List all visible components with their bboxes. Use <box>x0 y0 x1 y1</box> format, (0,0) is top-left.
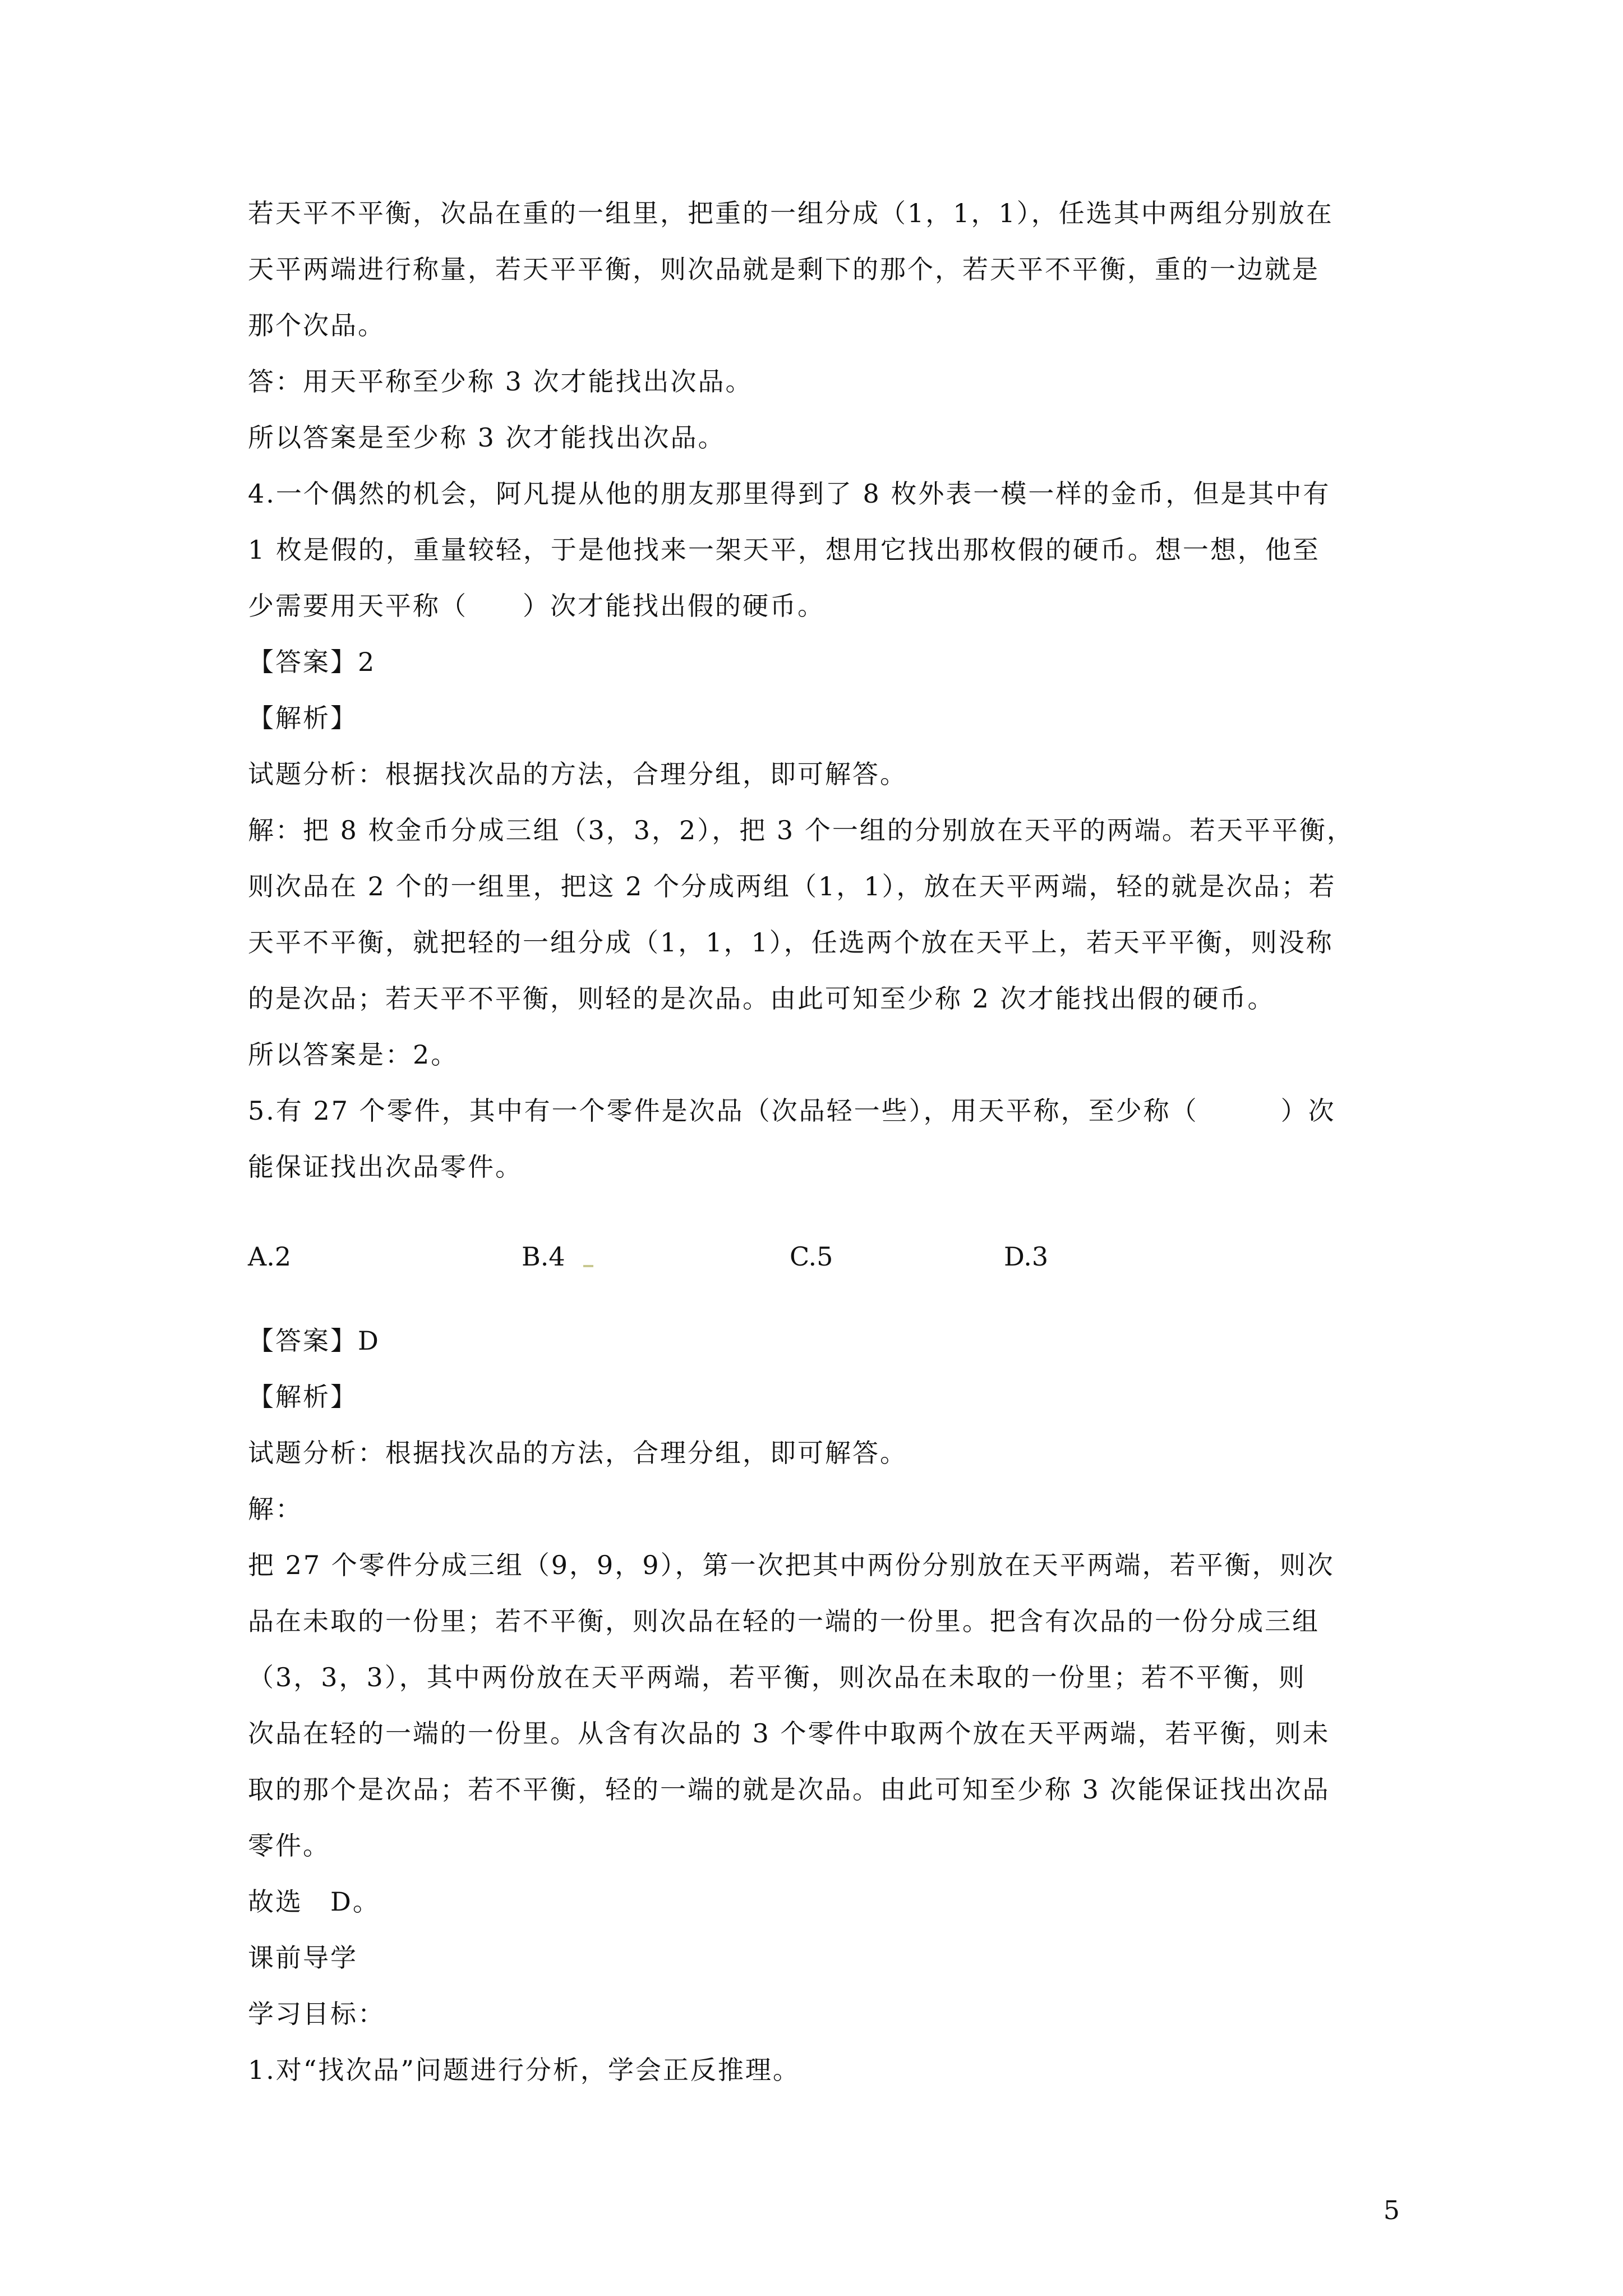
solution-line: 零件。 <box>248 1830 330 1861</box>
text-line: 故选 D。 <box>248 1887 380 1917</box>
page-number: 5 <box>1383 2195 1400 2225</box>
option-c: C.5 <box>790 1241 833 1272</box>
solution-line: （3，3，3），其中两份放在天平两端，若平衡，则次品在未取的一份里；若不平衡，则 <box>248 1662 1306 1692</box>
solution-line: 则次品在 2 个的一组里，把这 2 个分成两组（1，1），放在天平两端，轻的就是次品；若 <box>248 871 1336 901</box>
option-a: A.2 <box>248 1241 292 1272</box>
question-5-line: 5.有 27 个零件，其中有一个零件是次品（次品轻一些），用天平称，至少称（ ）次 <box>248 1096 1336 1126</box>
text-line: 学习目标： <box>248 1999 385 2029</box>
solution-line: 次品在轻的一端的一份里。从含有次品的 3 个零件中取两个放在天平两端，若平衡，则未 <box>248 1718 1330 1749</box>
text-line: 试题分析：根据找次品的方法，合理分组，即可解答。 <box>248 1438 907 1468</box>
text-line: 解： <box>248 1494 303 1524</box>
question-4-line: 4.一个偶然的机会，阿凡提从他的朋友那里得到了 8 枚外表一模一样的金币，但是其中有 <box>248 478 1331 509</box>
text-line: 答：用天平称至少称 3 次才能找出次品。 <box>248 366 753 397</box>
solution-line: 品在未取的一份里；若不平衡，则次品在轻的一端的一份里。把含有次品的一份分成三组 <box>248 1606 1320 1636</box>
option-d: D.3 <box>1004 1241 1049 1272</box>
text-line: 所以答案是：2。 <box>248 1039 459 1070</box>
text-line: 天平两端进行称量，若天平平衡，则次品就是剩下的那个，若天平不平衡，重的一边就是 <box>248 254 1320 284</box>
question-4-line: 少需要用天平称（ ）次才能找出假的硬币。 <box>248 591 825 621</box>
text-line: 所以答案是至少称 3 次才能找出次品。 <box>248 422 726 453</box>
solution-line: 天平不平衡，就把轻的一组分成（1，1，1），任选两个放在天平上，若天平平衡，则没称 <box>248 927 1334 958</box>
solution-line: 解：把 8 枚金币分成三组（3，3，2），把 3 个一组的分别放在天平的两端。若天平平衡， <box>248 815 1354 845</box>
analysis-label: 【解析】 <box>248 1382 358 1412</box>
ink-mark <box>583 1262 593 1267</box>
section-heading: 课前导学 <box>248 1943 358 1973</box>
solution-line: 的是次品；若天平不平衡，则轻的是次品。由此可知至少称 2 次才能找出假的硬币。 <box>248 983 1275 1014</box>
question-4-line: 1 枚是假的，重量较轻，于是他找来一架天平，想用它找出那枚假的硬币。想一想，他至 <box>248 535 1320 565</box>
solution-line: 取的那个是次品；若不平衡，轻的一端的就是次品。由此可知至少称 3 次能保证找出次品 <box>248 1774 1330 1805</box>
text-line: 那个次品。 <box>248 310 385 341</box>
answer-label: 【答案】D <box>248 1326 380 1356</box>
text-line: 若天平不平衡，次品在重的一组里，把重的一组分成（1，1，1），任选其中两组分别放在 <box>248 198 1334 228</box>
analysis-label: 【解析】 <box>248 703 358 733</box>
option-b: B.4 <box>522 1241 565 1272</box>
text-line: 试题分析：根据找次品的方法，合理分组，即可解答。 <box>248 759 907 789</box>
answer-label: 【答案】2 <box>248 647 376 677</box>
question-5-line: 能保证找出次品零件。 <box>248 1152 523 1182</box>
solution-line: 把 27 个零件分成三组（9，9，9），第一次把其中两份分别放在天平两端，若平衡，则次 <box>248 1550 1335 1580</box>
text-line: 1.对“找次品”问题进行分析，学会正反推理。 <box>248 2055 800 2085</box>
